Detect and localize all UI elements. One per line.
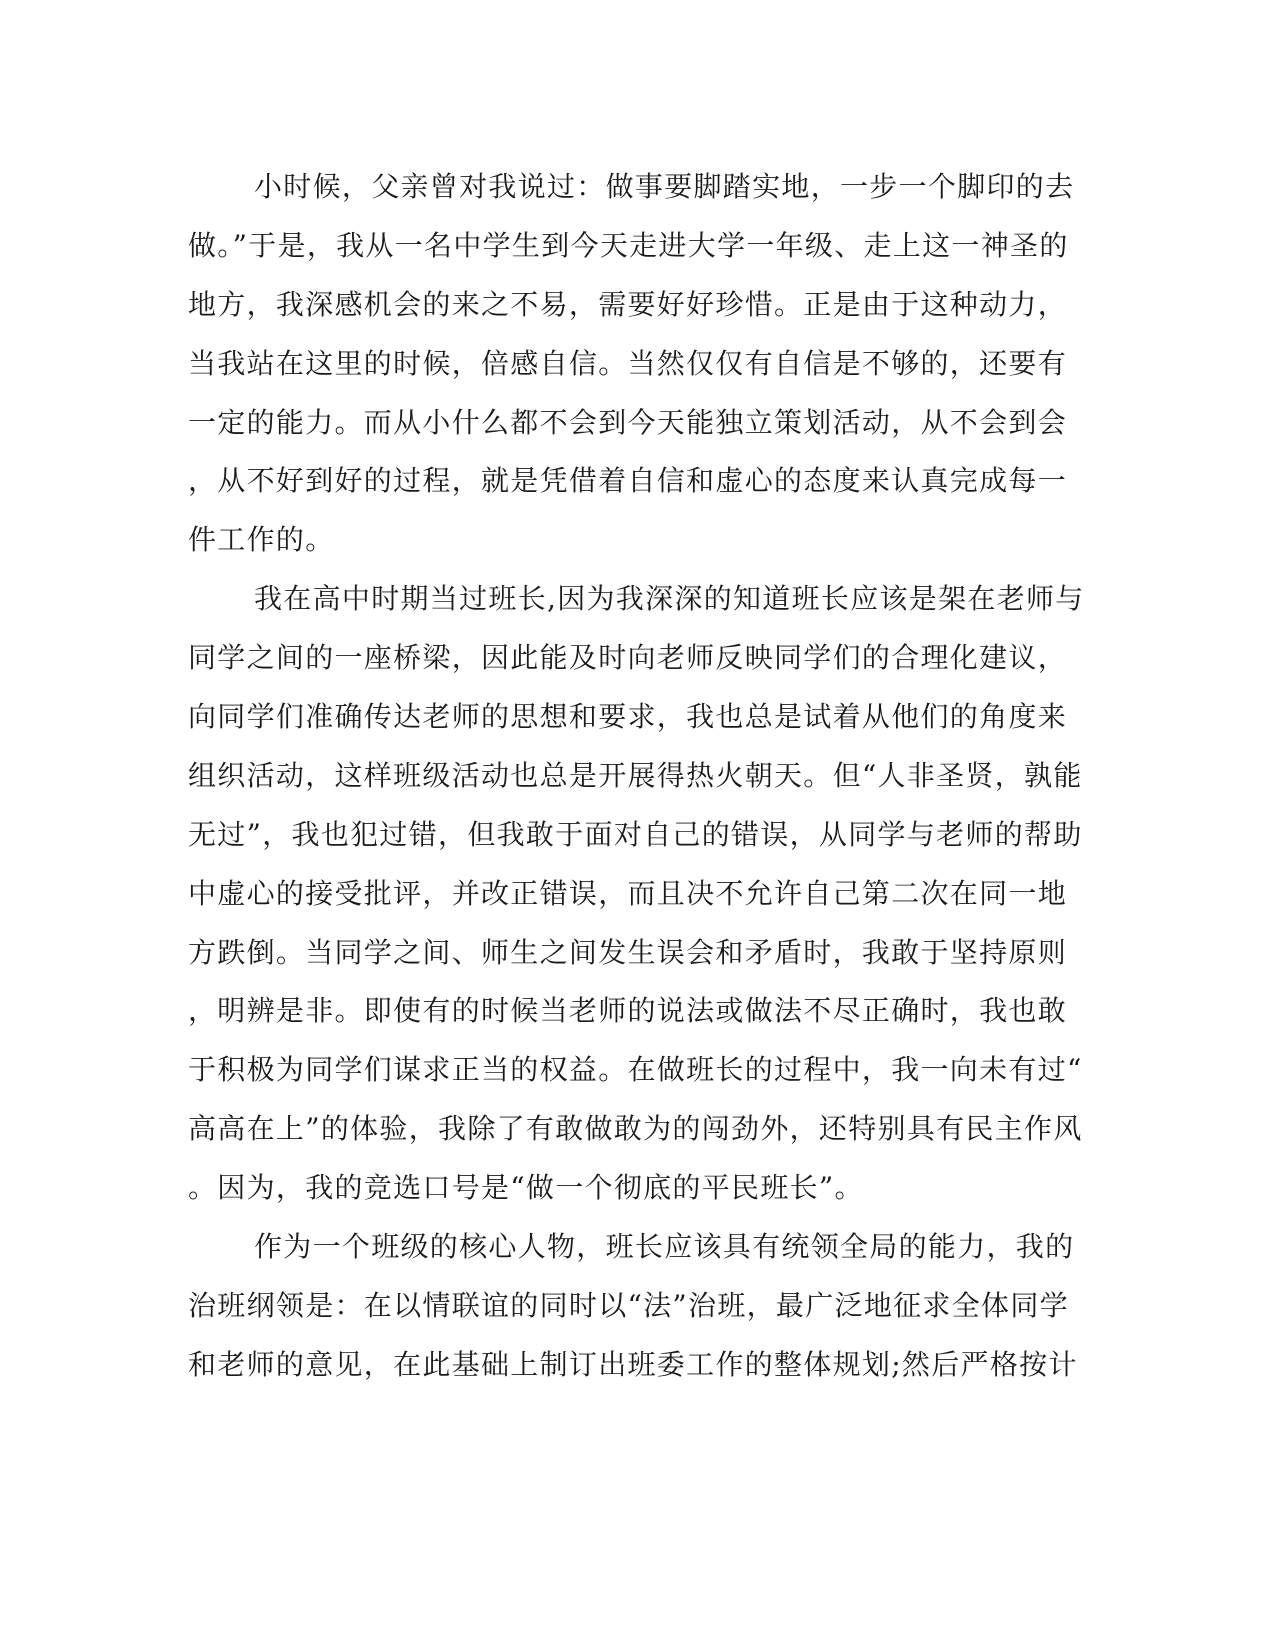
paragraph-line: 。因为，我的竞选口号是“做一个彻底的平民班长”。 xyxy=(188,1171,864,1205)
paragraph-line: 中虚心的接受批评，并改正错误，而且决不允许自己第二次在同一地 xyxy=(188,876,1068,910)
paragraph-line: 同学之间的一座桥梁，因此能及时向老师反映同学们的合理化建议， xyxy=(188,641,1068,675)
paragraph-line: 于积极为同学们谋求正当的权益。在做班长的过程中，我一向未有过“ xyxy=(188,1053,1083,1087)
paragraph-line: 做。”于是，我从一名中学生到今天走进大学一年级、走上这一神圣的 xyxy=(188,228,1069,262)
paragraph-line: 方跌倒。当同学之间、师生之间发生误会和矛盾时，我敢于坚持原则 xyxy=(188,935,1068,969)
document-body xyxy=(188,158,1085,1395)
paragraph-line: 一定的能力。而从小什么都不会到今天能独立策划活动，从不会到会 xyxy=(188,405,1068,439)
paragraph-line: 件工作的。 xyxy=(188,523,335,557)
paragraph-line: 向同学们准确传达老师的思想和要求，我也总是试着从他们的角度来 xyxy=(188,700,1068,734)
paragraph-line: 地方，我深感机会的来之不易，需要好好珍惜。正是由于这种动力， xyxy=(188,287,1068,321)
paragraph-line: 当我站在这里的时候，倍感自信。当然仅仅有自信是不够的，还要有 xyxy=(188,346,1068,380)
paragraph-line: 小时候，父亲曾对我说过：做事要脚踏实地，一步一个脚印的去 xyxy=(254,170,1075,203)
paragraph-line: 作为一个班级的核心人物，班长应该具有统领全局的能力，我的 xyxy=(254,1230,1075,1264)
paragraph-line: 我在高中时期当过班长,因为我深深的知道班长应该是架在老师与 xyxy=(254,582,1085,616)
paragraph-1 xyxy=(188,158,1075,570)
paragraph-line: ，从不好到好的过程，就是凭借着自信和虚心的态度来认真完成每一 xyxy=(188,464,1068,498)
paragraph-line: 和老师的意见，在此基础上制订出班委工作的整体规划;然后严格按计 xyxy=(188,1347,1078,1381)
paragraph-line: 无过”，我也犯过错，但我敢于面对自己的错误，从同学与老师的帮助 xyxy=(188,817,1083,851)
paragraph-line: 组织活动，这样班级活动也总是开展得热火朝天。但“人非圣贤，孰能 xyxy=(188,758,1083,792)
paragraph-line: 治班纲领是：在以情联谊的同时以“法”治班，最广泛地征求全体同学 xyxy=(188,1288,1069,1322)
paragraph-3 xyxy=(188,1218,1078,1395)
paragraph-line: ，明辨是非。即使有的时候当老师的说法或做法不尽正确时，我也敢 xyxy=(188,994,1068,1028)
paragraph-2 xyxy=(188,570,1085,1218)
paragraph-line: 高高在上”的体验，我除了有敢做敢为的闯劲外，还特别具有民主作风 xyxy=(188,1112,1083,1146)
